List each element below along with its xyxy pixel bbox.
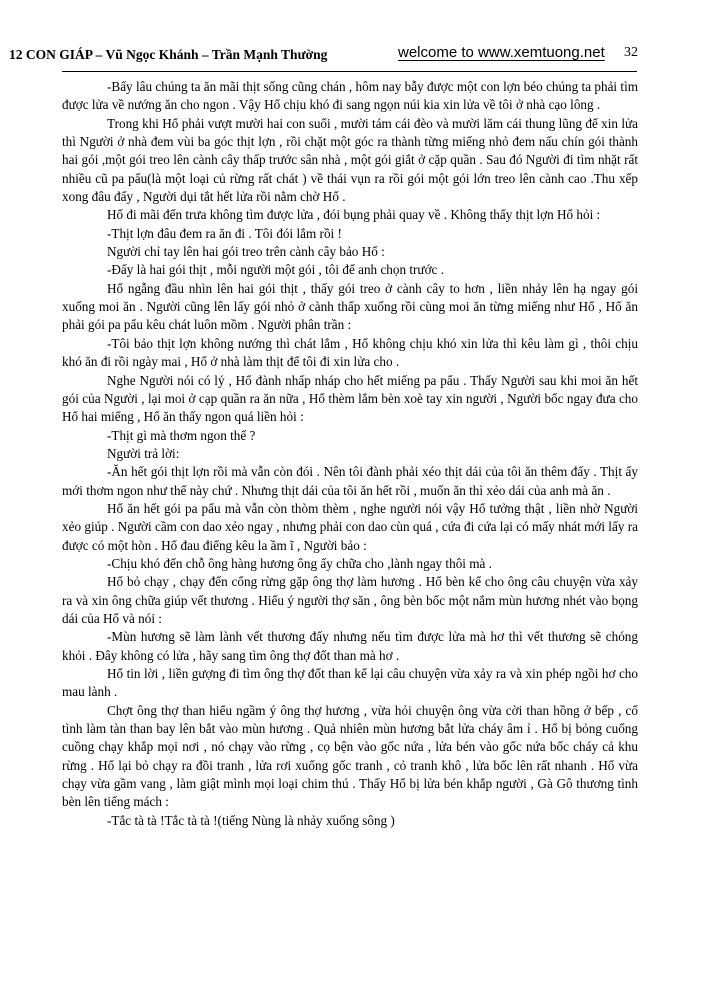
- paragraph: -Tôi bảo thịt lợn không nướng thì chát lắm , Hổ không chịu khó xin lửa thì kêu làm gì , thôi chịu khó ăn đi rồi ngày mai , Hổ ở nhà làm thịt để tôi đi xin lửa cho .: [62, 335, 638, 370]
- paragraph: -Thịt lợn đâu đem ra ăn đi . Tôi đói lắm rồi !: [107, 225, 342, 241]
- header-divider: [62, 71, 637, 72]
- page-number: 32: [624, 45, 638, 60]
- page-header: [0, 44, 702, 66]
- paragraph: -Mùn hương sẽ làm lành vết thương đấy nhưng nếu tìm được lửa mà hơ thì vết thương sẽ chóng khỏi . Đây không có lửa , hãy sang tìm ông thợ đốt than mà hơ .: [62, 629, 638, 663]
- book-title: 12 CON GIÁP – Vũ Ngọc Khánh – Trần Mạnh Thường: [9, 47, 328, 62]
- paragraph: -Thịt gì mà thơm ngon thế ?: [107, 427, 256, 443]
- paragraph: -Đấy là hai gói thịt , mỗi người một gói , tôi để anh chọn trước .: [107, 262, 444, 278]
- paragraph: Chợt ông thợ than hiểu ngầm ý ông thợ hương , vừa hỏi chuyện ông vừa cời than hồng ở bếp , cố tình làm tàn than bay lên bắt vào mùn hương . Quả nhiên mùn hương bắt lửa cháy âm ỉ . Hổ bị bỏng cuống cuồng chạy khắp mọi nơi , nó chạy vào rừng , cọ bện vào gốc nứa , lửa bén vào gốc nứa bốc cháy cả khu rừng . Hổ lại bỏ chạy ra đồi tranh , lửa rơi xuống gốc tranh , cỏ tranh khô , lửa bốc lên rất nhanh . Hổ vừa chạy vừa gầm vang , làm giật mình mọi loại chim thú . Thấy Hổ bị lửa bén khắp người , Gà Gô thương tình bèn lên tiếng mách :: [62, 702, 638, 810]
- paragraph: -Ăn hết gói thịt lợn rồi mà vẫn còn đói . Nên tôi đành phải xéo thịt dái của tôi ăn thêm đấy . Thịt ấy mới thơm ngon như thế này chứ . Nhưng thịt dái của tôi ăn hết rồi , muốn ăn thì xẻo dái của anh mà ăn .: [62, 464, 638, 498]
- paragraph: Người trả lời:: [107, 445, 180, 461]
- body-text: [62, 78, 638, 830]
- paragraph: Hổ bỏ chạy , chạy đến cổng rừng gặp ông thợ làm hương . Hổ bèn kể cho ông câu chuyện vừa xảy ra và xin ông chữa giúp vết thương . Hiểu ý người thợ săn , ông bèn bốc một nắm mùn hương nhét vào bọng dái của Hổ và nói :: [62, 574, 638, 626]
- paragraph: Nghe Người nói có lý , Hổ đành nhấp nháp cho hết miếng pa pẩu . Thấy Người sau khi moi ăn hết gói của Người , lại moi ở cạp quần ra ăn nữa , Hổ thèm lắm bèn xoè tay xin người , Người bốc ngay đưa cho Hổ hai miếng , Hổ ăn thấy ngon quá liền hỏi :: [62, 372, 638, 425]
- paragraph: Hổ đi mãi đến trưa không tìm được lửa , đói bụng phải quay về . Không thấy thịt lợn Hổ hỏi :: [107, 207, 601, 223]
- website-link[interactable]: welcome to www.xemtuong.net: [398, 44, 605, 61]
- paragraph: -Tắc tà tà !Tắc tà tà !(tiếng Nùng là nhảy xuống sông ): [107, 812, 395, 828]
- paragraph: Hổ ngẫng đầu nhìn lên hai gói thịt , thấy gói treo ở cành cây to hơn , liền nhảy lên hạ ngay gói xuống moi ăn . Người cũng lên lấy gói nhỏ ở cành thấp xuống rồi cùng moi ăn từng miếng như Hổ , Hổ ăn phải gói pa pẩu kêu chát luôn mồm . Người phân trần :: [62, 280, 638, 333]
- paragraph: Hổ tin lời , liền gượng đi tìm ông thợ đốt than kể lại câu chuyện vừa xảy ra và xin phép ngồi hơ cho mau lành .: [62, 666, 638, 700]
- paragraph: Người chỉ tay lên hai gói treo trên cành cây bảo Hổ :: [107, 244, 385, 260]
- paragraph: -Chịu khó đến chỗ ông hàng hương ông ấy chữa cho ,lành ngay thôi mà .: [107, 555, 492, 571]
- paragraph: Hổ ăn hết gói pa pẩu mà vẫn còn thòm thèm , nghe người nói vậy Hổ tưởng thật , liền nhờ Người xẻo giúp . Người cầm con dao xẻo ngay , nhưng phải con dao cùn quá , cứa đi cứa lại có mấy nhát mới lấy ra được có một hòn . Hổ đau điếng kêu la ầm ĩ , Người bảo :: [62, 500, 638, 553]
- paragraph: -Bấy lâu chúng ta ăn mãi thịt sống cũng chán , hôm nay bẫy được một con lợn béo chúng ta phải tìm được lửa về nướng ăn cho ngon . Vậy Hổ chịu khó đi sang ngọn núi kia xin lửa về tôi ở nhà cạo lông .: [62, 79, 638, 113]
- paragraph: Trong khi Hổ phải vượt mười hai con suối , mười tám cái đèo và mười lăm cái thung lũng để xin lửa thì Người ở nhà đem vùi ba góc thịt lợn , rồi chặt một góc ra thành từng miếng nhỏ đem nấu chín gói thành hai gói ,một gói treo lên cành cây thấp trước sân nhà , một gói giắt ở cặp quần . Sau đó Người đi tìm nhặt rất nhiều cũ pa pẩu(là một loại củ rừng rất chát ) về thái vụn ra rồi gói một gói lớn treo lên cành cao .Thu xếp xong đâu đấy , Người dụi tắt hết lửa rồi nằm chờ Hổ .: [62, 115, 638, 205]
